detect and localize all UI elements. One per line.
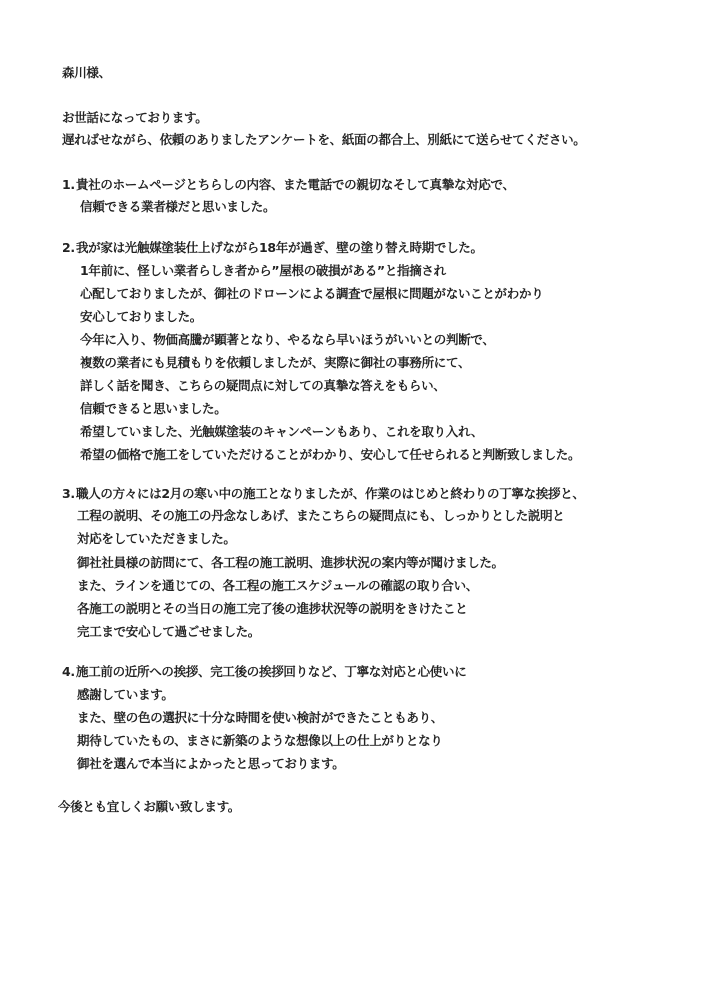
greeting: お世話になっております。 [62, 110, 208, 125]
section-4-line-1: 4.施工前の近所への挨拶、完工後の挨拶回りなど、丁寧な対応と心使いに [62, 664, 467, 679]
section-1-line-2: 信頼できる業者様だと思いました。 [80, 199, 276, 214]
section-3-line-6: 各施工の説明とその当日の施工完了後の進捗状況等の説明をきけたこと [77, 601, 468, 616]
salutation: 森川様、 [62, 65, 111, 80]
section-2-line-7: 詳しく話を聞き、こちらの疑問点に対しての真摯な答えをもらい、 [80, 378, 446, 393]
section-2-line-1: 2.我が家は光触媒塗装仕上げながら18年が過ぎ、壁の塗り替え時期でした。 [62, 240, 483, 255]
section-3-line-3: 対応をしていただきました。 [77, 531, 236, 546]
section-2-line-6: 複数の業者にも見積もりを依頼しましたが、実際に御社の事務所にて、 [80, 355, 471, 370]
section-3-line-1: 3.職人の方々には2月の寒い中の施工となりましたが、作業のはじめと終わりの丁寧な挨拶と、 [62, 486, 585, 501]
section-2-line-2: 1年前に、怪しい業者らしき者から”屋根の破損がある”と指摘され [80, 263, 446, 278]
section-2-line-8: 信頼できると思いました。 [80, 401, 227, 416]
section-1-line-1: 1.貴社のホームページとちらしの内容、また電話での親切なそして真摯な対応で、 [62, 177, 515, 192]
section-3-line-5: また、ラインを通じての、各工程の施工スケジュールの確認の取り合い、 [77, 578, 478, 593]
section-2-line-5: 今年に入り、物価高騰が顕著となり、やるなら早いほうがいいとの判断で、 [80, 332, 495, 347]
section-number: 2. [62, 240, 75, 255]
section-2-line-10: 希望の価格で施工をしていただけることがわかり、安心して任せられると判断致しました。 [80, 447, 581, 462]
section-number: 1. [62, 177, 75, 192]
section-4-line-4: 期待していたもの、まさに新築のような想像以上の仕上がりとなり [77, 733, 443, 748]
section-2-line-4: 安心しておりました。 [80, 309, 203, 324]
section-3-line-2: 工程の説明、その施工の丹念なしあげ、またこちらの疑問点にも、しっかりとした説明と [77, 508, 565, 523]
section-4-line-5: 御社を選んで本当によかったと思っております。 [77, 756, 345, 771]
closing: 今後とも宜しくお願い致します。 [58, 799, 241, 814]
section-number: 3. [62, 486, 75, 501]
section-4-line-2: 感謝しています。 [77, 687, 174, 702]
intro: 遅ればせながら、依頼のありましたアンケートを、紙面の都合上、別紙にて送らせてください。 [62, 132, 586, 147]
section-2-line-3: 心配しておりましたが、御社のドローンによる調査で屋根に問題がないことがわかり [80, 286, 544, 301]
section-number: 4. [62, 664, 75, 679]
section-3-line-4: 御社社員様の訪問にて、各工程の施工説明、進捗状況の案内等が聞けました。 [77, 555, 504, 570]
section-2-line-9: 希望していました、光触媒塗装のキャンペーンもあり、これを取り入れ、 [80, 424, 484, 439]
section-4-line-3: また、壁の色の選択に十分な時間を使い検討ができたこともあり、 [77, 710, 444, 725]
section-3-line-7: 完工まで安心して過ごせました。 [77, 624, 261, 639]
